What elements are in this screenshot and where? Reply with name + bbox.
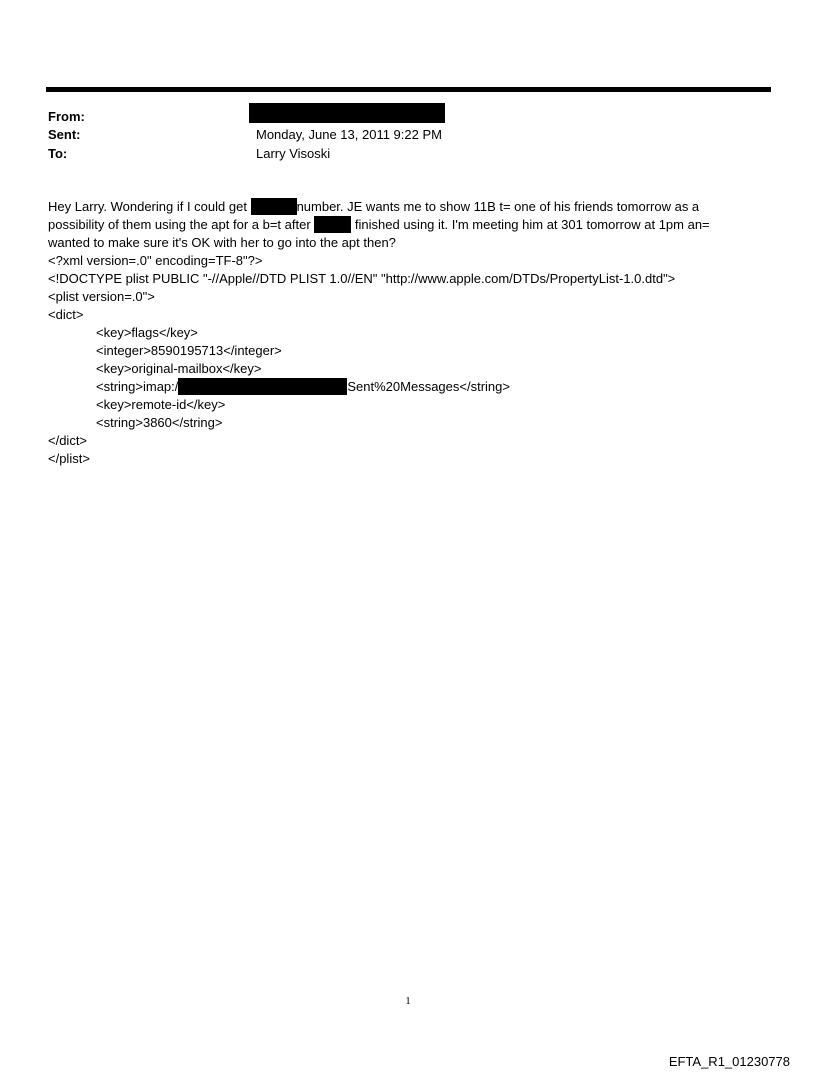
to-value: Larry Visoski bbox=[256, 146, 331, 161]
body-text: finished using it. I'm meeting him at 301 tomorrow at 1pm an= bbox=[351, 217, 710, 232]
body-line bbox=[48, 198, 788, 216]
dict-close: </dict> bbox=[48, 433, 88, 448]
sent-value: Monday, June 13, 2011 9:22 PM bbox=[256, 127, 442, 142]
plist-line: <key>remote-id</key> bbox=[96, 397, 226, 412]
to-label: To: bbox=[48, 146, 68, 161]
plist-line: <key>original-mailbox</key> bbox=[96, 361, 262, 376]
bates-number: EFTA_R1_01230778 bbox=[668, 1054, 790, 1069]
body-text: Sent%20Messages</string> bbox=[347, 379, 510, 394]
dict-open: <dict> bbox=[48, 307, 84, 322]
body-text: <string>imap:/ bbox=[96, 379, 179, 394]
message-body bbox=[48, 198, 788, 468]
redacted-name bbox=[251, 198, 297, 215]
body-text: Hey Larry. Wondering if I could get bbox=[48, 199, 251, 214]
plist-line: <key>flags</key> bbox=[96, 325, 198, 340]
plist-line: <integer>8590195713</integer> bbox=[96, 343, 282, 358]
body-line bbox=[48, 216, 788, 234]
body-text: possibility of them using the apt for a b=t after bbox=[48, 217, 315, 232]
body-text: number. JE wants me to show 11B t= one of his friends tomorrow as a bbox=[296, 199, 700, 214]
redacted-name bbox=[314, 216, 351, 233]
plist-line bbox=[48, 378, 788, 396]
from-label: From: bbox=[48, 109, 85, 124]
plist-line: <string>3860</string> bbox=[96, 415, 223, 430]
redacted-mailbox bbox=[178, 378, 347, 395]
plist-close: </plist> bbox=[48, 451, 90, 466]
plist-open: <plist version=.0"> bbox=[48, 289, 155, 304]
doctype-line: <!DOCTYPE plist PUBLIC "-//Apple//DTD PLIST 1.0//EN" "http://www.apple.com/DTDs/PropertyList-1.0.dtd"> bbox=[48, 271, 676, 286]
header-rule bbox=[46, 87, 771, 92]
xml-declaration: <?xml version=.0" encoding=TF-8"?> bbox=[48, 253, 263, 268]
body-line: wanted to make sure it's OK with her to go into the apt then? bbox=[48, 235, 396, 250]
redacted-from bbox=[249, 103, 445, 123]
page-number: 1 bbox=[405, 995, 411, 1007]
sent-label: Sent: bbox=[48, 127, 81, 142]
